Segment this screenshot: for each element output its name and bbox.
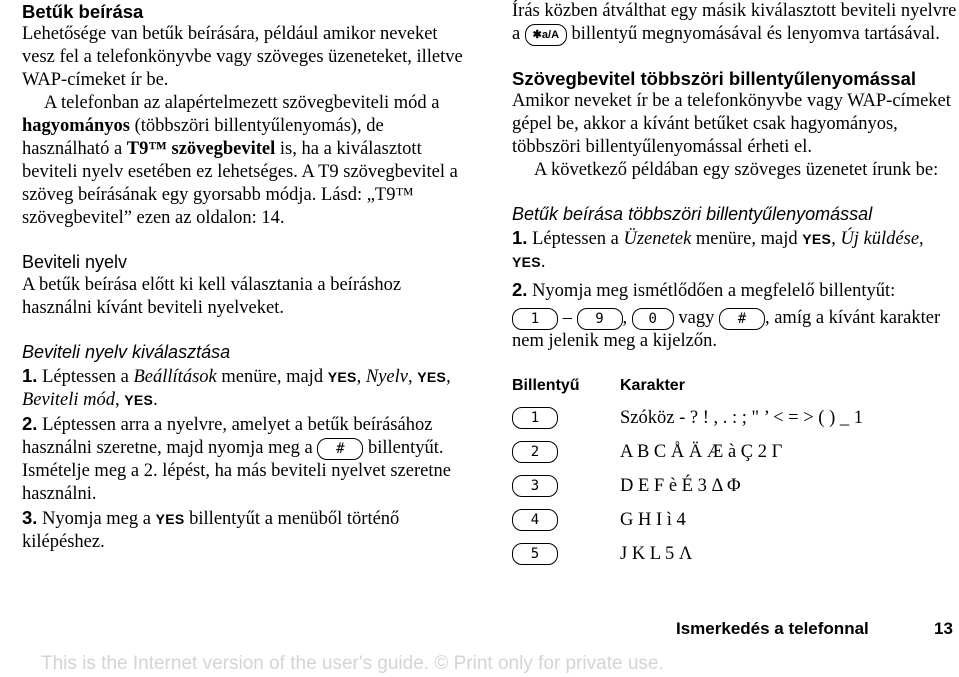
step-1: [512, 226, 957, 274]
text-segment: vagy: [673, 308, 719, 328]
key-1-icon: 1: [512, 308, 558, 330]
table-cell-characters: D E F è É 3 Δ Φ: [620, 475, 741, 496]
text-segment: ,: [408, 367, 418, 387]
text-segment: , amíg a kívánt karakter nem jelenik meg a kijelzőn.: [512, 308, 941, 351]
switch-language-paragraph: [512, 0, 957, 46]
text-segment: billentyűt a menüből történő kilépéshez.: [22, 509, 400, 552]
default-mode-paragraph: [22, 92, 472, 230]
example-intro: A következő példában egy szöveges üzenetet írunk be:: [534, 160, 939, 180]
table-row: [512, 435, 863, 469]
text-segment: Írás közben átválthat egy másik kiválasztott beviteli nyelvre a: [512, 1, 957, 44]
step-3: [22, 506, 472, 554]
key-3-icon: 3: [512, 475, 558, 497]
key-0-icon: 0: [632, 308, 674, 330]
menu-name: Új küldése: [840, 229, 920, 249]
text-segment: A telefonban az alapértelmezett szövegbeviteli mód a: [44, 93, 440, 113]
table-cell-key: [512, 435, 620, 469]
table-header-characters: Karakter: [620, 377, 685, 394]
table-cell-characters: J K L 5 Λ: [620, 543, 693, 564]
yes-key-label: YES: [417, 369, 447, 385]
section-heading-entering-letters: Betűk beírása: [22, 1, 144, 22]
hash-key-icon: #: [719, 308, 765, 330]
text-segment: .: [540, 252, 546, 272]
text-segment: Léptessen a: [532, 229, 624, 249]
menu-name: Beállítások: [133, 367, 217, 387]
table-row: [512, 401, 863, 435]
text-segment: ,: [622, 308, 632, 328]
text-segment: ,: [446, 367, 451, 387]
text-segment: ,: [356, 367, 366, 387]
text-segment-bold: T9™ szövegbevitel: [126, 139, 276, 159]
yes-key-label: YES: [124, 392, 154, 408]
steps-list-right: [512, 226, 957, 353]
text-segment: menüre, majd: [691, 229, 803, 249]
left-column: [22, 0, 472, 554]
text-segment: .: [153, 390, 158, 410]
menu-name: Beviteli mód: [22, 390, 115, 410]
text-segment: (többszöri billentyűlenyomás), de használható a: [22, 116, 384, 159]
step-number: 2.: [22, 413, 38, 434]
subheading-multitap-entry: Betűk beírása többszöri billentyűlenyomással: [512, 204, 873, 224]
step-number: 2.: [512, 279, 528, 300]
step-1: [22, 364, 472, 412]
menu-name: Nyelv: [365, 367, 408, 387]
table-cell-characters: A B C Å Ä Æ à Ç 2 Γ: [620, 441, 783, 462]
intro-paragraph: Lehetősége van betűk beírására, például amikor neveket vesz fel a telefonkönyvbe vagy szöveges üzeneteket, illetve WAP-címeket ír be.: [22, 24, 463, 90]
text-segment: Nyomja meg a: [42, 509, 156, 529]
text-segment: Léptessen a: [42, 367, 134, 387]
multitap-paragraph: Amikor neveket ír be a telefonkönyvbe vagy WAP-címeket gépel be, akkor a kívánt betűket csak hagyományos, többszöri billentyűlenyomással érheti el.: [512, 91, 951, 157]
table-cell-key: [512, 401, 620, 435]
text-segment: billentyű megnyomásával és lenyomva tartásával.: [566, 24, 940, 44]
step-2-keys: [512, 307, 957, 353]
hash-key-icon: #: [317, 438, 363, 460]
step-2: [512, 278, 957, 303]
table-cell-key: [512, 503, 620, 537]
table-row: [512, 469, 863, 503]
text-segment: Léptessen arra a nyelvre, amelyet a betűk beírásához használni szeretne, majd nyomja meg a: [22, 415, 433, 458]
yes-key-label: YES: [155, 511, 185, 527]
text-segment: ,: [831, 229, 841, 249]
table-header-row: [512, 371, 863, 401]
key-character-table: [512, 371, 863, 571]
key-5-icon: 5: [512, 543, 558, 565]
table-row: [512, 537, 863, 571]
input-language-paragraph: A betűk beírása előtt ki kell választania a beíráshoz használni kívánt beviteli nyelveket.: [22, 275, 402, 318]
table-row: [512, 503, 863, 537]
internet-version-notice: This is the Internet version of the user's guide. © Print only for private use.: [41, 653, 664, 674]
yes-key-label: YES: [327, 369, 357, 385]
key-1-icon: 1: [512, 407, 558, 429]
table-cell-characters: Szóköz - ? ! , . : ; " ’ < = > ( ) _ 1: [620, 407, 863, 428]
subheading-input-language: Beviteli nyelv: [22, 252, 128, 272]
table-cell-characters: G H I ì 4: [620, 509, 686, 530]
step-number: 1.: [512, 227, 528, 248]
text-segment: is, ha a kiválasztott beviteli nyelv esetében ez lehetséges. A T9 szövegbevitel a szöveg beírásának egy gyorsabb módja. Lásd: „T9™ szövegbevitel” ezen az oldalon: 14.: [22, 139, 458, 228]
yes-key-label: YES: [802, 231, 832, 247]
text-segment: –: [558, 308, 577, 328]
key-9-icon: 9: [577, 308, 623, 330]
menu-name: Üzenetek: [623, 229, 692, 249]
text-segment: Nyomja meg ismétlődően a megfelelő billentyűt:: [532, 281, 896, 301]
footer-chapter-title: Ismerkedés a telefonnal: [676, 619, 869, 638]
text-segment: menüre, majd: [216, 367, 328, 387]
text-segment: billentyűt.: [363, 438, 444, 458]
steps-list-left: [22, 364, 472, 554]
step-2: [22, 412, 472, 460]
key-4-icon: 4: [512, 509, 558, 531]
page-number: 13: [934, 619, 953, 638]
key-2-icon: 2: [512, 441, 558, 463]
table-cell-key: [512, 537, 620, 571]
step-2-repeat-note: Ismételje meg a 2. lépést, ha más beviteli nyelvet szeretne használni.: [22, 461, 451, 504]
section-heading-multitap: Szövegbevitel többszöri billentyűlenyomással: [512, 68, 917, 89]
step-number: 3.: [22, 507, 38, 528]
text-segment: ,: [919, 229, 924, 249]
subheading-select-input-language: Beviteli nyelv kiválasztása: [22, 342, 231, 362]
right-column: [512, 0, 957, 571]
yes-key-label: YES: [512, 254, 541, 270]
text-segment: ,: [114, 390, 125, 410]
table-header-key: Billentyű: [512, 377, 580, 394]
text-segment-bold: hagyományos: [22, 116, 130, 136]
step-number: 1.: [22, 365, 38, 386]
table-cell-key: [512, 469, 620, 503]
star-key-icon: ✱a/A: [525, 24, 567, 46]
